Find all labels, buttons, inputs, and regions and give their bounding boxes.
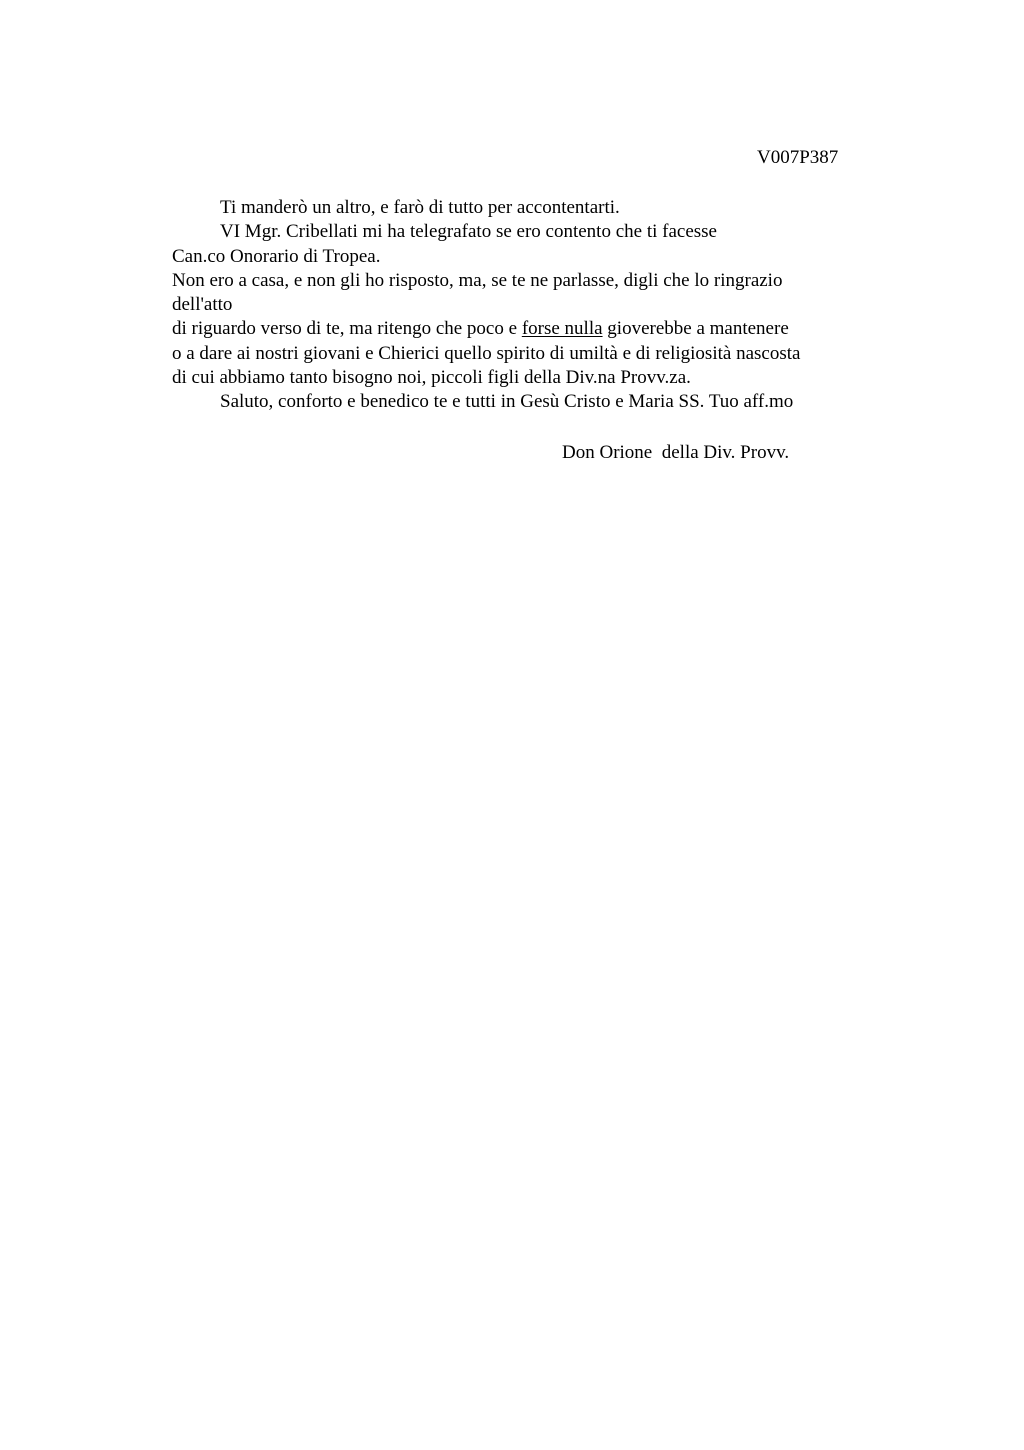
letter-line-4: Non ero a casa, e non gli ho risposto, ma, se te ne parlasse, digli che lo ringrazio <box>172 269 783 291</box>
document-id-code: V007P387 <box>757 147 839 168</box>
letter-line-3: Can.co Onorario di Tropea. <box>172 245 381 267</box>
letter-line-5: dell'atto <box>172 294 233 316</box>
letter-line-7: o a dare ai nostri giovani e Chierici quello spirito di umiltà e di religiosità nascosta <box>172 342 801 364</box>
letter-line-9: Saluto, conforto e benedico te e tutti in Gesù Cristo e Maria SS. Tuo aff.mo <box>220 391 794 413</box>
underlined-phrase: forse nulla <box>521 318 603 340</box>
letter-line-2: VI Mgr. Cribellati mi ha telegrafato se ero contento che ti facesse <box>220 221 717 243</box>
letter-line-6-end: gioverebbe a mantenere <box>602 318 789 340</box>
letter-line-8: di cui abbiamo tanto bisogno noi, piccoli figli della Div.na Provv.za. <box>172 367 691 389</box>
letter-body <box>172 196 872 415</box>
signature: Don Orione della Div. Provv. <box>562 442 790 463</box>
letter-line-6 <box>172 317 872 341</box>
letter-line-6-start: di riguardo verso di te, ma ritengo che poco e <box>172 318 522 340</box>
letter-line-1: Ti manderò un altro, e farò di tutto per accontentarti. <box>220 197 620 218</box>
